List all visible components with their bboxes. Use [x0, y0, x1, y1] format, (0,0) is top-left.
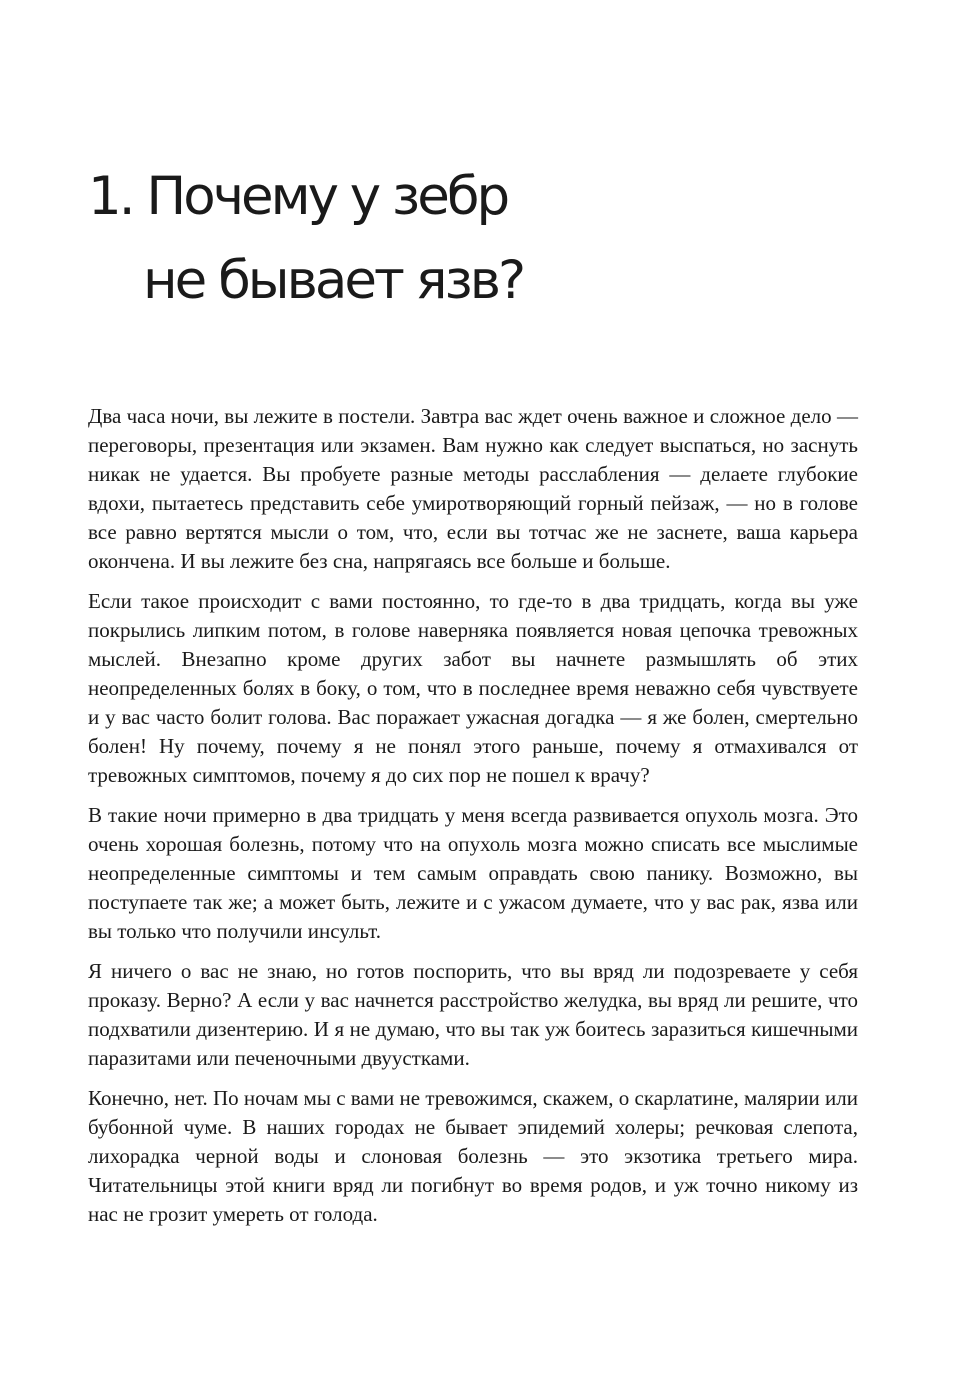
paragraph-4: Я ничего о вас не знаю, но готов поспорить, что вы вряд ли подозреваете у себя проказу. Верно? А если у вас начнется расстройство желудка, вы вряд ли решите, что подхватили дизентерию. И я не думаю, что вы так уж боитесь заразиться кишечными паразитами или печеночными двуустками.	[88, 959, 858, 1070]
paragraph-3: В такие ночи примерно в два тридцать у меня всегда развивается опухоль мозга. Это очень хорошая болезнь, потому что на опухоль мозга можно списать все мыслимые неопределенные симптомы и тем самым оправдать свою панику. Возможно, вы поступаете так же; а может быть, лежите и с ужасом думаете, что у вас рак, язва или вы только что получили инсульт.	[88, 803, 858, 943]
chapter-title-line-1: 1. Почему у зебр	[88, 166, 508, 227]
chapter-title-line-2: не бывает язв?	[143, 250, 524, 311]
paragraph-2: Если такое происходит с вами постоянно, то где-то в два тридцать, когда вы уже покрылись липким потом, в голове наверняка появляется новая цепочка тревожных мыслей. Внезапно кроме других забот вы начнете размышлять об этих неопределенных болях в боку, о том, что в последнее время неважно себя чувствуете и у вас часто болит голова. Вас поражает ужасная догадка — я же болен, смертельно болен! Ну почему, почему я не понял этого раньше, почему я отмахивался от тревожных симптомов, почему я до сих пор не пошел к врачу?	[88, 589, 858, 787]
chapter-body	[88, 402, 858, 1240]
chapter-title	[88, 155, 888, 323]
paragraph-5: Конечно, нет. По ночам мы с вами не тревожимся, скажем, о скарлатине, малярии или бубонной чуме. В наших городах не бывает эпидемий холеры; речковая слепота, лихорадка черной воды и слоновая болезнь — это экзотика третьего мира. Читательницы этой книги вряд ли погибнут во время родов, и уж точно никому из нас не грозит умереть от голода.	[88, 1086, 858, 1226]
paragraph-1: Два часа ночи, вы лежите в постели. Завтра вас ждет очень важное и сложное дело — переговоры, презентация или экзамен. Вам нужно как следует выспаться, но заснуть никак не удается. Вы пробуете разные методы расслабления — делаете глубокие вдохи, пытаетесь представить себе умиротворяющий горный пейзаж, — но в голове все равно вертятся мысли о том, что, если вы тотчас же не заснете, ваша карьера окончена. И вы лежите без сна, напрягаясь все больше и больше.	[88, 404, 858, 573]
